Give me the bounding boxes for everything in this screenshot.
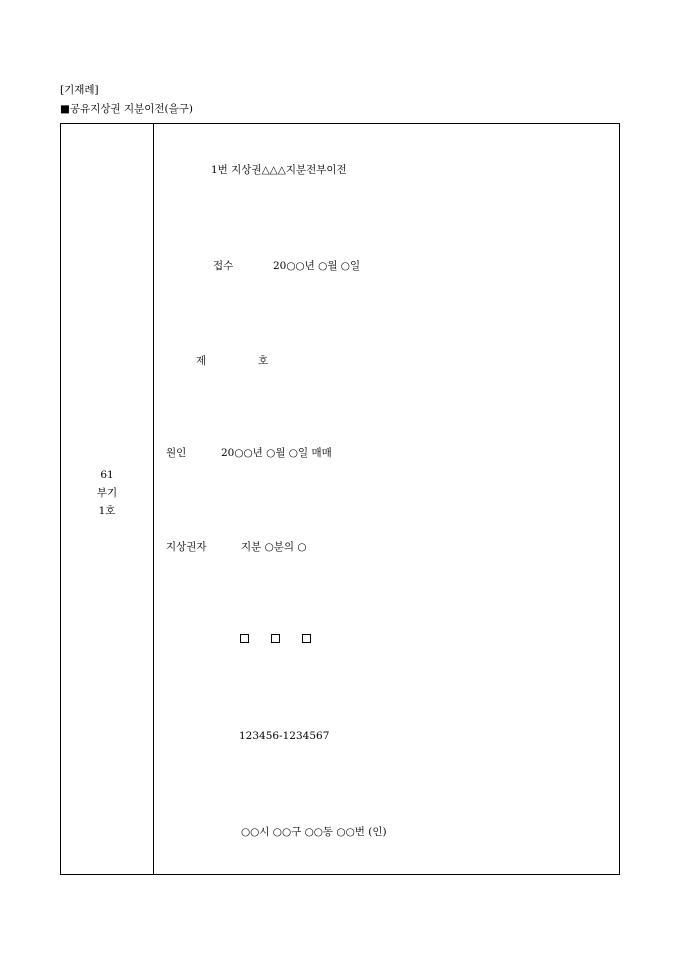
receipt-date: 20○○년 ○월 ○일	[273, 260, 361, 272]
rank-number: 61	[100, 469, 114, 481]
holder-address: ○○시 ○○구 ○○동 ○○번 (인)	[241, 826, 387, 838]
name-placeholder-box	[240, 634, 249, 643]
supplementary-label: 부기	[96, 487, 118, 499]
section-title: ■공유지상권 지분이전(을구)	[60, 103, 194, 115]
register-table	[60, 123, 620, 875]
number-label-suffix: 호	[258, 355, 269, 367]
name-placeholder-box	[302, 634, 311, 643]
holder-name-placeholder	[240, 634, 333, 643]
holder-label: 지상권자	[166, 541, 207, 553]
receipt-label: 접수	[213, 260, 234, 272]
column-divider	[153, 124, 154, 874]
number-label-prefix: 제	[196, 355, 207, 367]
rank-column	[61, 466, 153, 520]
registration-number: 123456-1234567	[239, 730, 330, 742]
cause-value: 20○○년 ○월 ○일 매매	[221, 447, 332, 459]
cause-label: 원인	[166, 447, 187, 459]
name-placeholder-box	[271, 634, 280, 643]
holder-share: 지분 ○분의 ○	[241, 541, 307, 553]
example-label: [기재례]	[60, 84, 99, 96]
item-number: 1호	[98, 505, 116, 517]
registration-purpose: 1번 지상권△△△지분전부이전	[211, 164, 347, 176]
